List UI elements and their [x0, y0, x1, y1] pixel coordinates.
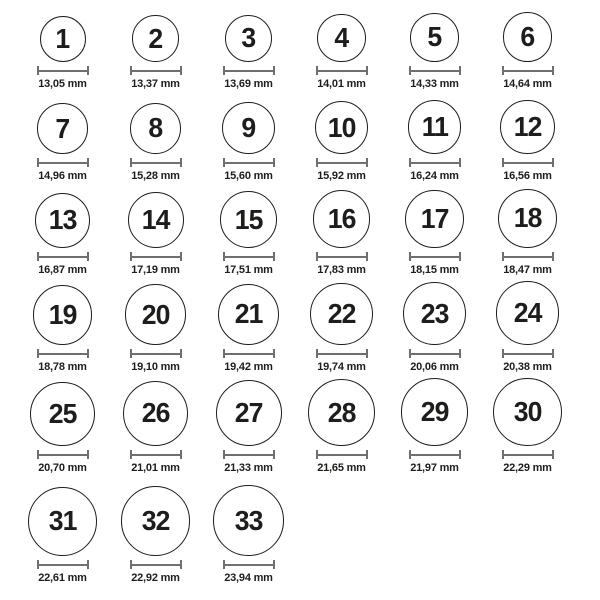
- ring-size-cell: [481, 12, 574, 91]
- ring-size-row: [0, 91, 600, 183]
- ring-circle-icon: [496, 281, 560, 345]
- ring-size-cell: [388, 190, 481, 277]
- diameter-measure-line: [37, 349, 89, 358]
- ring-size-number: 15: [234, 203, 263, 235]
- ring-size-number: 22: [327, 297, 356, 329]
- diameter-label: 18,47 mm: [503, 264, 552, 276]
- ring-size-row: [0, 183, 600, 277]
- ring-size-cell: [481, 189, 574, 277]
- ring-circle-icon: [218, 284, 279, 345]
- ring-size-number: 31: [48, 505, 77, 537]
- ring-size-number: 12: [513, 110, 542, 142]
- ring-size-number: 3: [241, 22, 256, 54]
- ring-circle-icon: [30, 382, 95, 447]
- ring-circle-icon: [33, 285, 93, 345]
- ring-circle-icon: [121, 486, 191, 556]
- diameter-label: 20,06 mm: [410, 361, 459, 373]
- ring-size-number: 28: [327, 396, 356, 428]
- ring-size-cell: [109, 192, 202, 277]
- diameter-label: 17,19 mm: [131, 264, 180, 276]
- ring-circle-icon: [315, 101, 368, 154]
- ring-size-cell: [16, 103, 109, 183]
- ring-size-number: 25: [48, 397, 77, 429]
- ring-circle-icon: [28, 487, 97, 556]
- ring-circle-icon: [40, 16, 86, 62]
- diameter-label: 20,38 mm: [503, 361, 552, 373]
- ring-circle-icon: [37, 103, 88, 154]
- ring-size-cell: [388, 13, 481, 91]
- diameter-measure-line: [502, 349, 554, 358]
- ring-size-number: 30: [513, 395, 542, 427]
- ring-circle-icon: [313, 190, 371, 248]
- diameter-measure-line: [223, 349, 275, 358]
- diameter-measure-line: [316, 450, 368, 459]
- diameter-measure-line: [502, 450, 554, 459]
- diameter-label: 21,01 mm: [131, 462, 180, 474]
- diameter-measure-line: [409, 349, 461, 358]
- ring-size-number: 17: [420, 202, 449, 234]
- ring-circle-icon: [405, 190, 463, 248]
- diameter-measure-line: [502, 252, 554, 261]
- ring-size-cell: [295, 190, 388, 277]
- ring-circle-icon: [225, 15, 273, 63]
- ring-circle-icon: [493, 378, 561, 446]
- ring-size-number: 2: [148, 22, 163, 54]
- ring-circle-icon: [310, 283, 372, 345]
- diameter-measure-line: [409, 450, 461, 459]
- diameter-label: 23,94 mm: [224, 572, 273, 584]
- diameter-measure-line: [130, 450, 182, 459]
- diameter-label: 22,29 mm: [503, 462, 552, 474]
- ring-circle-icon: [220, 191, 277, 248]
- diameter-label: 20,70 mm: [38, 462, 87, 474]
- diameter-label: 17,51 mm: [224, 264, 273, 276]
- ring-size-number: 19: [48, 299, 77, 331]
- ring-circle-icon: [132, 15, 179, 62]
- ring-size-number: 5: [427, 21, 442, 53]
- ring-size-number: 24: [513, 297, 542, 329]
- diameter-measure-line: [223, 450, 275, 459]
- diameter-measure-line: [37, 158, 89, 167]
- ring-circle-icon: [500, 100, 555, 155]
- ring-size-cell: [109, 486, 202, 585]
- diameter-measure-line: [37, 560, 89, 569]
- ring-size-number: 27: [234, 397, 263, 428]
- ring-size-number: 7: [55, 112, 70, 144]
- diameter-label: 13,05 mm: [38, 78, 87, 90]
- ring-circle-icon: [408, 100, 462, 154]
- diameter-label: 18,15 mm: [410, 264, 459, 276]
- ring-size-number: 20: [141, 298, 170, 330]
- diameter-measure-line: [130, 158, 182, 167]
- ring-size-cell: [202, 485, 295, 585]
- diameter-label: 15,60 mm: [224, 170, 273, 182]
- diameter-measure-line: [409, 158, 461, 167]
- ring-size-row: [0, 277, 600, 374]
- ring-size-number: 26: [141, 397, 170, 429]
- diameter-measure-line: [130, 349, 182, 358]
- diameter-label: 14,96 mm: [38, 170, 87, 182]
- diameter-measure-line: [130, 560, 182, 569]
- diameter-measure-line: [409, 66, 461, 75]
- ring-size-cell: [202, 15, 295, 92]
- ring-size-cell: [109, 15, 202, 91]
- ring-size-number: 9: [241, 111, 256, 143]
- diameter-label: 19,10 mm: [131, 361, 180, 373]
- ring-size-number: 21: [234, 298, 263, 330]
- ring-size-number: 6: [520, 21, 535, 53]
- ring-size-cell: [388, 100, 481, 183]
- diameter-measure-line: [37, 450, 89, 459]
- diameter-measure-line: [130, 252, 182, 261]
- diameter-label: 22,61 mm: [38, 572, 87, 584]
- diameter-label: 19,42 mm: [224, 361, 273, 373]
- ring-size-number: 33: [234, 504, 263, 536]
- diameter-measure-line: [502, 158, 554, 167]
- diameter-label: 21,33 mm: [224, 462, 273, 474]
- diameter-label: 22,92 mm: [131, 572, 180, 584]
- ring-size-cell: [109, 103, 202, 183]
- ring-size-row: [0, 0, 600, 91]
- ring-size-cell: [16, 285, 109, 374]
- diameter-label: 13,69 mm: [224, 78, 273, 90]
- diameter-label: 18,78 mm: [38, 361, 87, 373]
- diameter-label: 14,33 mm: [410, 78, 459, 90]
- diameter-measure-line: [223, 560, 275, 569]
- diameter-measure-line: [37, 252, 89, 261]
- diameter-measure-line: [37, 66, 89, 75]
- diameter-measure-line: [502, 66, 554, 75]
- ring-circle-icon: [123, 381, 188, 446]
- ring-circle-icon: [216, 380, 282, 446]
- ring-size-number: 1: [55, 23, 70, 54]
- ring-circle-icon: [125, 284, 186, 345]
- ring-size-cell: [202, 102, 295, 183]
- diameter-label: 14,64 mm: [503, 78, 552, 90]
- diameter-label: 17,83 mm: [317, 264, 366, 276]
- diameter-measure-line: [130, 66, 182, 75]
- ring-circle-icon: [213, 485, 284, 556]
- ring-circle-icon: [128, 192, 184, 248]
- ring-circle-icon: [130, 103, 181, 154]
- diameter-label: 13,37 mm: [131, 78, 180, 90]
- ring-size-number: 18: [513, 202, 542, 234]
- diameter-measure-line: [223, 252, 275, 261]
- ring-size-number: 16: [327, 203, 356, 235]
- ring-size-cell: [16, 193, 109, 277]
- ring-size-number: 32: [141, 505, 170, 537]
- ring-circle-icon: [410, 13, 459, 62]
- ring-circle-icon: [317, 14, 365, 62]
- diameter-label: 16,56 mm: [503, 170, 552, 182]
- diameter-label: 21,97 mm: [410, 462, 459, 474]
- ring-circle-icon: [35, 193, 90, 248]
- ring-size-cell: [202, 191, 295, 277]
- ring-size-cell: [202, 380, 295, 475]
- ring-size-cell: [388, 378, 481, 475]
- ring-size-cell: [16, 487, 109, 585]
- diameter-label: 16,24 mm: [410, 170, 459, 182]
- ring-circle-icon: [222, 102, 274, 154]
- ring-size-cell: [481, 100, 574, 184]
- ring-circle-icon: [498, 189, 557, 248]
- ring-size-number: 14: [141, 204, 170, 235]
- ring-circle-icon: [308, 379, 375, 446]
- ring-size-cell: [109, 381, 202, 475]
- ring-size-number: 8: [148, 112, 163, 144]
- diameter-label: 14,01 mm: [317, 78, 366, 90]
- ring-circle-icon: [503, 12, 553, 62]
- diameter-measure-line: [409, 252, 461, 261]
- ring-size-row: [0, 374, 600, 475]
- diameter-label: 21,65 mm: [317, 462, 366, 474]
- diameter-label: 19,74 mm: [317, 361, 366, 373]
- diameter-measure-line: [316, 252, 368, 261]
- ring-size-number: 11: [421, 111, 448, 143]
- ring-size-number: 4: [334, 21, 349, 53]
- ring-size-cell: [481, 281, 574, 374]
- diameter-label: 15,28 mm: [131, 170, 180, 182]
- ring-size-cell: [109, 284, 202, 374]
- ring-size-cell: [16, 382, 109, 476]
- ring-size-number: 29: [420, 396, 449, 428]
- diameter-measure-line: [316, 66, 368, 75]
- diameter-measure-line: [316, 349, 368, 358]
- ring-size-cell: [481, 378, 574, 475]
- ring-size-cell: [16, 16, 109, 91]
- ring-size-row: [0, 475, 600, 585]
- ring-size-number: 13: [48, 204, 77, 236]
- diameter-measure-line: [316, 158, 368, 167]
- ring-size-number: 23: [420, 297, 449, 329]
- ring-size-cell: [295, 283, 388, 374]
- diameter-label: 15,92 mm: [317, 170, 366, 182]
- ring-circle-icon: [401, 378, 469, 446]
- diameter-measure-line: [223, 66, 275, 75]
- ring-size-cell: [388, 282, 481, 374]
- ring-size-cell: [295, 14, 388, 91]
- ring-size-number: 10: [327, 111, 356, 143]
- ring-size-cell: [202, 284, 295, 374]
- ring-size-cell: [295, 101, 388, 183]
- ring-circle-icon: [403, 282, 466, 345]
- diameter-measure-line: [223, 158, 275, 167]
- diameter-label: 16,87 mm: [38, 264, 87, 276]
- ring-size-cell: [295, 379, 388, 475]
